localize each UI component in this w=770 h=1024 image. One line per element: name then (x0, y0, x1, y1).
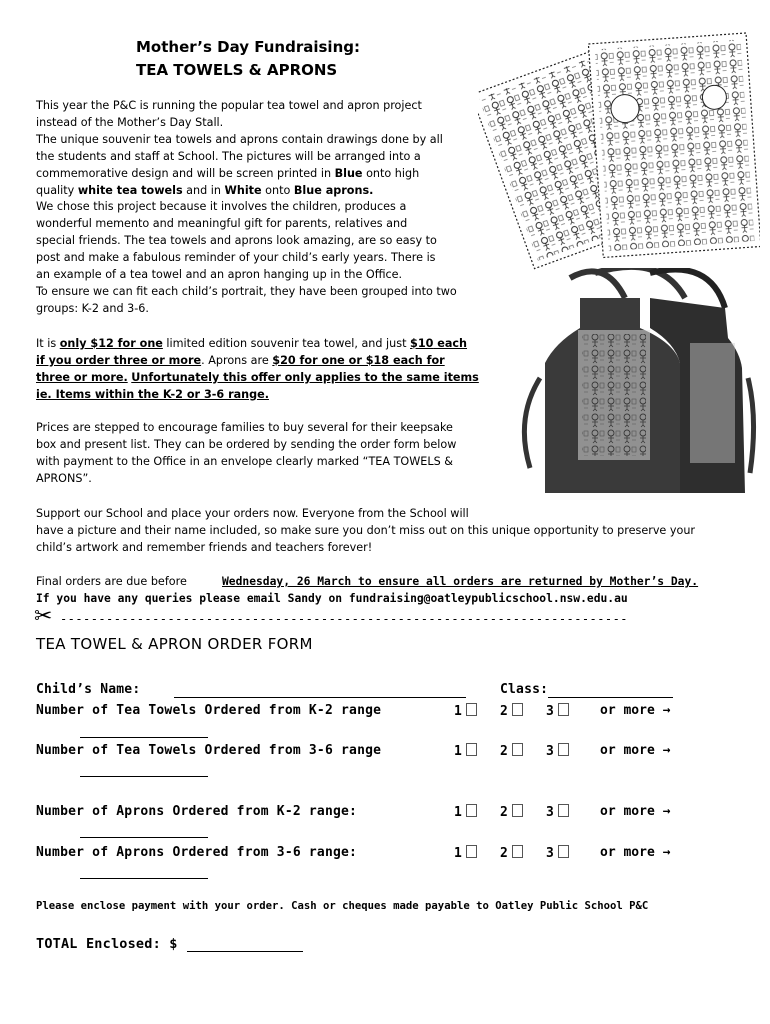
offer-note: Unfortunately this offer only applies to the same items (131, 370, 479, 384)
checkbox[interactable] (558, 703, 569, 716)
option-1[interactable] (454, 845, 477, 861)
checkbox[interactable] (558, 804, 569, 817)
pricing-line (36, 387, 479, 404)
option-2[interactable] (500, 804, 523, 820)
quantity-field[interactable] (80, 878, 208, 879)
option-3[interactable] (546, 743, 569, 759)
text-bold: each (433, 337, 468, 350)
checkbox[interactable] (466, 743, 477, 756)
deadline-label: Final orders are due before (36, 575, 187, 588)
support-line: child’s artwork and remember friends and teachers forever! (36, 540, 373, 554)
option-2[interactable] (500, 743, 523, 759)
price-aprons: $20 for one or $18 each for (272, 353, 445, 367)
intro-line: wonderful memento and meaningful gift for parents, relatives and (36, 217, 408, 231)
checkbox[interactable] (466, 703, 477, 716)
support-paragraph (36, 506, 756, 557)
option-3[interactable] (546, 703, 569, 719)
intro-line: post and make a fabulous reminder of your child’s early years. There is (36, 251, 436, 265)
intro-line: We chose this project because it involves the children, produces a (36, 200, 407, 214)
checkbox[interactable] (558, 845, 569, 858)
text: It is (36, 337, 60, 350)
intro-line: instead of the Mother’s Day Stall. (36, 115, 224, 129)
option-2[interactable] (500, 845, 523, 861)
offer-range-note: ie. Items within the K-2 or 3-6 range. (36, 387, 269, 401)
apron-image (510, 268, 760, 503)
intro-line (36, 183, 457, 200)
text: . Aprons are (201, 353, 273, 367)
option-label: 2 (500, 704, 508, 719)
class-label: Class: (500, 682, 549, 697)
payment-note: Please enclose payment with your order. Cash or cheques made payable to Oatley Public School P&C (36, 900, 649, 912)
page-subtitle: TEA TOWELS & APRONS (136, 61, 338, 79)
or-more-label: or more → (600, 743, 671, 758)
checkbox[interactable] (512, 703, 523, 716)
text-bold: Blue (334, 166, 363, 180)
checkbox[interactable] (512, 804, 523, 817)
intro-line: special friends. The tea towels and aprons look amazing, are so easy to (36, 234, 437, 248)
ordering-line: APRONS”. (36, 471, 92, 485)
option-3[interactable] (546, 804, 569, 820)
option-label: 2 (500, 744, 508, 759)
support-line: have a picture and their name included, so make sure you don’t miss out on this unique opportunity to preserve your (36, 523, 696, 537)
pricing-line (36, 353, 479, 370)
option-label: 3 (546, 744, 554, 759)
total-label: TOTAL Enclosed: $ (36, 936, 178, 952)
quantity-field[interactable] (80, 737, 208, 738)
intro-line: an example of a tea towel and an apron hanging up in the Office. (36, 268, 403, 282)
option-label: 3 (546, 805, 554, 820)
text: and in (182, 183, 225, 197)
child-name-field[interactable] (174, 697, 466, 698)
query-contact: If you have any queries please email Sandy on fundraising@oatleypublicschool.nsw.edu.au (36, 592, 628, 605)
checkbox[interactable] (512, 743, 523, 756)
text-bold: three or more. (36, 370, 128, 384)
option-1[interactable] (454, 804, 477, 820)
option-label: 1 (454, 846, 462, 861)
row-label: Number of Aprons Ordered from 3-6 range: (36, 845, 358, 860)
option-label: 3 (546, 704, 554, 719)
deadline-date: Wednesday, 26 March to ensure all orders are returned by Mother’s Day. (222, 575, 699, 588)
price-three-towels: $10 (410, 337, 434, 350)
intro-line: To ensure we can fit each child’s portrait, they have been grouped into two (36, 284, 457, 298)
intro-line: groups: K-2 and 3-6. (36, 301, 149, 315)
option-1[interactable] (454, 703, 477, 719)
option-label: 2 (500, 846, 508, 861)
intro-line: the students and staff at School. The pictures will be arranged into a (36, 149, 421, 163)
ordering-line: with payment to the Office in an envelope clearly marked “TEA TOWELS & (36, 454, 453, 468)
scissors-icon: ✂ (34, 604, 53, 629)
cut-line: -------------------------------------------------------------------------- (60, 612, 628, 626)
tea-towel-image (478, 30, 760, 280)
order-form-heading: TEA TOWEL & APRON ORDER FORM (36, 635, 313, 653)
support-line: Support our School and place your orders now. Everyone from the School will (36, 507, 469, 520)
option-label: 2 (500, 805, 508, 820)
quantity-field[interactable] (80, 776, 208, 777)
ordering-line: box and present list. They can be ordered by sending the order form below (36, 437, 457, 451)
intro-line (36, 166, 457, 183)
or-more-label: or more → (600, 845, 671, 860)
row-label: Number of Tea Towels Ordered from 3-6 range (36, 743, 382, 758)
option-label: 1 (454, 744, 462, 759)
text: onto (261, 183, 294, 197)
text-bold: Blue aprons. (293, 183, 374, 197)
quantity-field[interactable] (80, 837, 208, 838)
text: onto high (362, 166, 420, 180)
text-bold: white tea towels (77, 183, 183, 197)
checkbox[interactable] (466, 804, 477, 817)
text-bold: White (224, 183, 262, 197)
option-label: 3 (546, 846, 554, 861)
intro-paragraph (36, 98, 457, 318)
or-more-label: or more → (600, 804, 671, 819)
checkbox[interactable] (558, 743, 569, 756)
row-label: Number of Aprons Ordered from K-2 range: (36, 804, 358, 819)
class-field[interactable] (548, 697, 673, 698)
ordering-line: Prices are stepped to encourage families to buy several for their keepsake (36, 421, 453, 434)
option-label: 1 (454, 805, 462, 820)
text: limited edition souvenir tea towel, and just (162, 337, 411, 350)
or-more-label: or more → (600, 703, 671, 718)
pricing-line (36, 336, 479, 353)
checkbox[interactable] (512, 845, 523, 858)
option-3[interactable] (546, 845, 569, 861)
option-label: 1 (454, 704, 462, 719)
pricing-paragraph (36, 336, 479, 404)
checkbox[interactable] (466, 845, 477, 858)
child-name-label: Child’s Name: (36, 682, 141, 697)
page-title: Mother’s Day Fundraising: (136, 38, 360, 56)
intro-line: The unique souvenir tea towels and aprons contain drawings done by all (36, 132, 443, 146)
option-1[interactable] (454, 743, 477, 759)
row-label: Number of Tea Towels Ordered from K-2 range (36, 703, 382, 718)
intro-line: This year the P&C is running the popular tea towel and apron project (36, 99, 422, 112)
price-one-towel: only $12 for one (59, 337, 163, 350)
option-2[interactable] (500, 703, 523, 719)
ordering-paragraph (36, 420, 456, 488)
text: commemorative design and will be screen printed in (36, 166, 335, 180)
text: quality (36, 183, 78, 197)
pricing-line (36, 370, 479, 387)
total-field[interactable] (187, 951, 303, 952)
text-bold: if you order three or more (36, 353, 202, 367)
